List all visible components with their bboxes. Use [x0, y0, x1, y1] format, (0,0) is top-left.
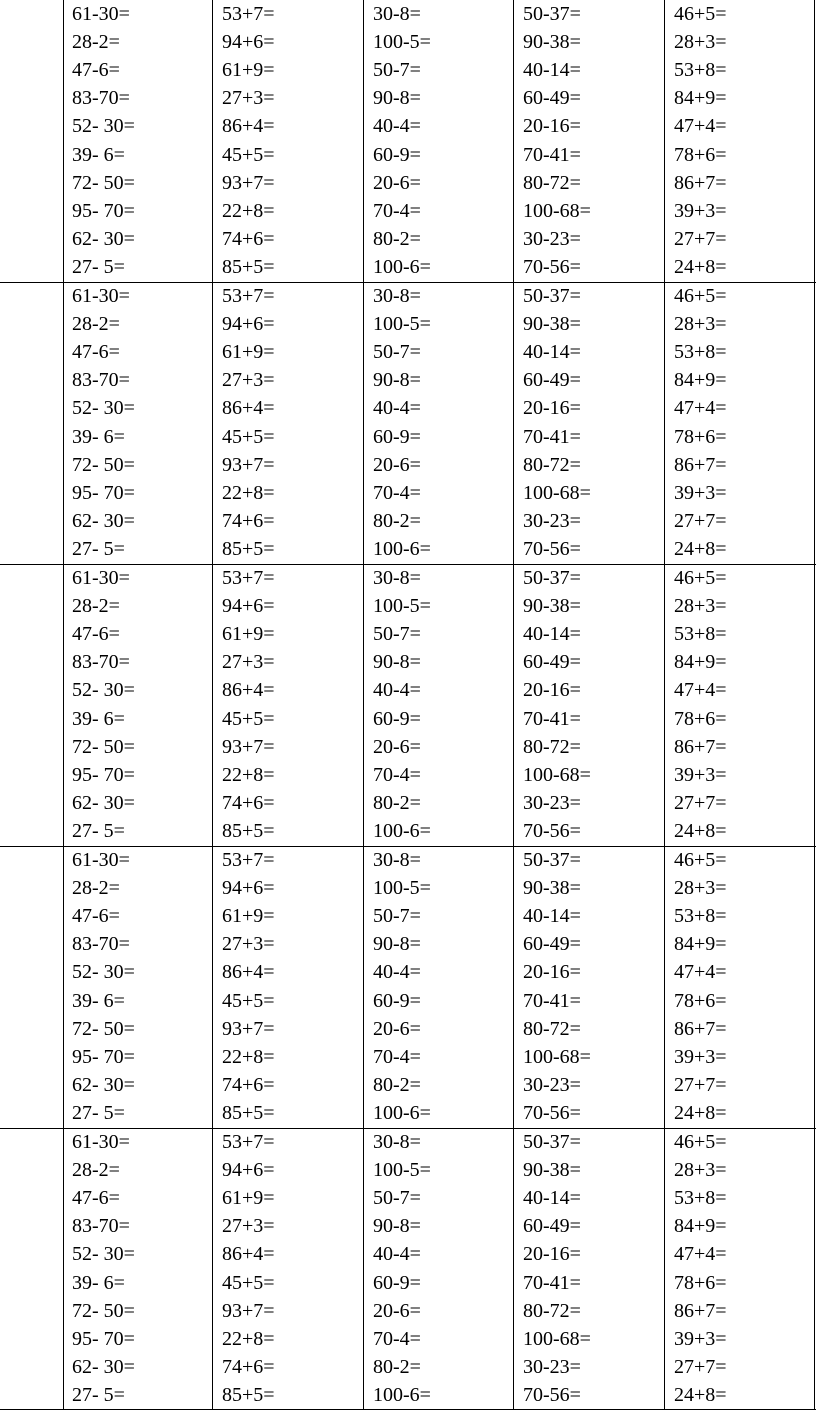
math-problem: 100-68= [523, 1327, 591, 1350]
math-problem: 70-56= [523, 537, 581, 560]
math-problem: 100-68= [523, 1045, 591, 1068]
math-problem: 90-38= [523, 31, 581, 54]
math-problem: 24+8= [674, 255, 727, 278]
math-problem: 22+8= [222, 481, 275, 504]
math-problem: 86+7= [674, 735, 727, 758]
math-problem: 60-9= [373, 425, 421, 448]
math-problem: 40-14= [523, 59, 581, 82]
math-problem: 27+7= [674, 1355, 727, 1378]
math-problem: 62- 30= [72, 1073, 135, 1096]
math-problem: 86+7= [674, 171, 727, 194]
math-problem: 93+7= [222, 453, 275, 476]
math-problem: 39+3= [674, 199, 727, 222]
math-problem: 47-6= [72, 59, 120, 82]
math-problem: 80-2= [373, 791, 421, 814]
math-problem: 24+8= [674, 1101, 727, 1124]
math-problem: 30-23= [523, 791, 581, 814]
math-problem: 20-16= [523, 115, 581, 138]
math-problem: 28-2= [72, 1159, 120, 1182]
math-problem: 53+8= [674, 59, 727, 82]
math-problem: 45+5= [222, 707, 275, 730]
math-problem: 39- 6= [72, 707, 125, 730]
math-problem: 100-68= [523, 763, 591, 786]
math-problem: 80-72= [523, 453, 581, 476]
math-problem: 50-7= [373, 905, 421, 928]
math-problem: 30-8= [373, 567, 421, 589]
math-problem: 27+7= [674, 227, 727, 250]
math-problem: 70-4= [373, 1327, 421, 1350]
exercise-block [0, 282, 816, 564]
math-problem: 22+8= [222, 1045, 275, 1068]
math-problem: 61-30= [72, 849, 130, 871]
math-problem: 90-8= [373, 369, 421, 392]
math-problem: 50-7= [373, 1187, 421, 1210]
math-problem: 93+7= [222, 171, 275, 194]
math-problem: 28-2= [72, 31, 120, 54]
math-problem: 45+5= [222, 425, 275, 448]
math-problem: 86+4= [222, 961, 275, 984]
math-problem: 27+7= [674, 1073, 727, 1096]
math-problem: 30-8= [373, 1131, 421, 1153]
math-problem: 61+9= [222, 59, 275, 82]
math-problem: 80-2= [373, 1073, 421, 1096]
math-problem: 94+6= [222, 31, 275, 54]
math-problem: 45+5= [222, 143, 275, 166]
math-problem: 83-70= [72, 1215, 130, 1238]
math-problem: 40-4= [373, 1243, 421, 1266]
math-problem: 86+4= [222, 1243, 275, 1266]
math-problem: 83-70= [72, 87, 130, 110]
math-problem: 30-8= [373, 849, 421, 871]
math-problem: 47+4= [674, 397, 727, 420]
math-problem: 80-72= [523, 1299, 581, 1322]
math-problem: 90-38= [523, 1159, 581, 1182]
math-problem: 20-16= [523, 397, 581, 420]
math-problem: 40-14= [523, 341, 581, 364]
math-problem: 74+6= [222, 1355, 275, 1378]
math-problem: 30-8= [373, 3, 421, 25]
math-problem: 27- 5= [72, 537, 125, 560]
math-problem: 78+6= [674, 1271, 727, 1294]
math-problem: 24+8= [674, 537, 727, 560]
math-problem: 86+7= [674, 453, 727, 476]
math-problem: 60-49= [523, 369, 581, 392]
math-problem: 94+6= [222, 313, 275, 336]
math-problem: 28+3= [674, 1159, 727, 1182]
math-problem: 86+4= [222, 397, 275, 420]
math-problem: 28+3= [674, 595, 727, 618]
math-problem: 100-6= [373, 1101, 431, 1124]
math-problem: 20-6= [373, 735, 421, 758]
math-problem: 80-72= [523, 171, 581, 194]
math-problem: 95- 70= [72, 763, 135, 786]
math-problem: 46+5= [674, 567, 727, 589]
math-problem: 70-41= [523, 143, 581, 166]
math-problem: 72- 50= [72, 171, 135, 194]
math-problem: 61+9= [222, 341, 275, 364]
math-problem: 46+5= [674, 285, 727, 307]
math-problem: 100-6= [373, 537, 431, 560]
math-problem: 60-9= [373, 1271, 421, 1294]
math-problem: 27- 5= [72, 255, 125, 278]
math-problem: 95- 70= [72, 1327, 135, 1350]
math-problem: 100-5= [373, 595, 431, 618]
math-problem: 60-9= [373, 989, 421, 1012]
math-problem: 90-8= [373, 87, 421, 110]
math-problem: 85+5= [222, 1101, 275, 1124]
math-problem: 84+9= [674, 651, 727, 674]
math-problem: 93+7= [222, 1017, 275, 1040]
math-problem: 46+5= [674, 3, 727, 25]
math-problem: 39- 6= [72, 989, 125, 1012]
math-problem: 39+3= [674, 481, 727, 504]
math-problem: 50-37= [523, 285, 581, 307]
math-problem: 40-4= [373, 679, 421, 702]
math-problem: 70-41= [523, 989, 581, 1012]
math-problem: 40-14= [523, 623, 581, 646]
exercise-block [0, 846, 816, 1128]
math-problem: 27+3= [222, 933, 275, 956]
math-problem: 39- 6= [72, 425, 125, 448]
math-problem: 40-14= [523, 905, 581, 928]
math-problem: 80-72= [523, 1017, 581, 1040]
math-problem: 90-38= [523, 877, 581, 900]
math-problem: 52- 30= [72, 1243, 135, 1266]
math-problem: 28+3= [674, 313, 727, 336]
math-problem: 47-6= [72, 1187, 120, 1210]
math-problem: 84+9= [674, 87, 727, 110]
math-problem: 90-38= [523, 313, 581, 336]
math-problem: 90-38= [523, 595, 581, 618]
math-problem: 72- 50= [72, 1299, 135, 1322]
math-problem: 52- 30= [72, 679, 135, 702]
math-problem: 70-4= [373, 481, 421, 504]
math-problem: 61+9= [222, 623, 275, 646]
math-problem: 39- 6= [72, 143, 125, 166]
math-problem: 50-37= [523, 849, 581, 871]
math-problem: 100-68= [523, 481, 591, 504]
math-problem: 100-6= [373, 1383, 431, 1406]
math-problem: 20-6= [373, 171, 421, 194]
math-problem: 28+3= [674, 877, 727, 900]
exercise-block [0, 1128, 816, 1410]
exercise-block [0, 564, 816, 846]
math-problem: 40-4= [373, 961, 421, 984]
math-problem: 20-6= [373, 453, 421, 476]
math-problem: 52- 30= [72, 961, 135, 984]
math-problem: 50-7= [373, 59, 421, 82]
math-problem: 20-16= [523, 1243, 581, 1266]
math-problem: 74+6= [222, 227, 275, 250]
math-problem: 100-68= [523, 199, 591, 222]
math-problem: 70-56= [523, 1383, 581, 1406]
math-problem: 100-6= [373, 819, 431, 842]
math-problem: 28+3= [674, 31, 727, 54]
math-problem: 39+3= [674, 1045, 727, 1068]
math-problem: 95- 70= [72, 481, 135, 504]
math-problem: 61+9= [222, 905, 275, 928]
math-problem: 28-2= [72, 313, 120, 336]
math-problem: 78+6= [674, 707, 727, 730]
math-problem: 62- 30= [72, 791, 135, 814]
math-problem: 46+5= [674, 849, 727, 871]
math-problem: 61-30= [72, 285, 130, 307]
math-problem: 52- 30= [72, 397, 135, 420]
exercise-block [0, 0, 816, 282]
math-problem: 53+7= [222, 849, 275, 871]
math-problem: 85+5= [222, 255, 275, 278]
math-problem: 70-56= [523, 255, 581, 278]
math-problem: 28-2= [72, 877, 120, 900]
math-problem: 72- 50= [72, 735, 135, 758]
math-problem: 70-41= [523, 1271, 581, 1294]
math-problem: 47+4= [674, 115, 727, 138]
math-problem: 100-5= [373, 877, 431, 900]
math-problem: 22+8= [222, 1327, 275, 1350]
math-problem: 70-4= [373, 763, 421, 786]
math-problem: 22+8= [222, 199, 275, 222]
math-problem: 39- 6= [72, 1271, 125, 1294]
math-problem: 90-8= [373, 1215, 421, 1238]
math-problem: 39+3= [674, 763, 727, 786]
math-problem: 47+4= [674, 679, 727, 702]
math-problem: 83-70= [72, 369, 130, 392]
math-problem: 60-49= [523, 651, 581, 674]
math-problem: 94+6= [222, 595, 275, 618]
math-problem: 61-30= [72, 1131, 130, 1153]
math-problem: 60-9= [373, 143, 421, 166]
math-problem: 93+7= [222, 735, 275, 758]
math-problem: 78+6= [674, 143, 727, 166]
math-problem: 27+3= [222, 651, 275, 674]
math-problem: 70-4= [373, 1045, 421, 1068]
math-problem: 61-30= [72, 3, 130, 25]
math-problem: 20-16= [523, 679, 581, 702]
math-problem: 30-23= [523, 509, 581, 532]
math-problem: 74+6= [222, 509, 275, 532]
math-problem: 40-4= [373, 115, 421, 138]
math-problem: 86+7= [674, 1299, 727, 1322]
math-problem: 80-72= [523, 735, 581, 758]
math-problem: 84+9= [674, 933, 727, 956]
math-problem: 60-49= [523, 933, 581, 956]
math-problem: 93+7= [222, 1299, 275, 1322]
math-problem: 53+8= [674, 905, 727, 928]
math-problem: 39+3= [674, 1327, 727, 1350]
math-problem: 50-7= [373, 623, 421, 646]
math-problem: 70-41= [523, 707, 581, 730]
math-problem: 40-14= [523, 1187, 581, 1210]
math-problem: 60-49= [523, 1215, 581, 1238]
math-problem: 60-9= [373, 707, 421, 730]
math-problem: 53+8= [674, 623, 727, 646]
math-problem: 85+5= [222, 537, 275, 560]
math-problem: 53+8= [674, 341, 727, 364]
math-problem: 84+9= [674, 1215, 727, 1238]
math-problem: 70-56= [523, 1101, 581, 1124]
math-problem: 24+8= [674, 1383, 727, 1406]
math-problem: 53+7= [222, 285, 275, 307]
math-problem: 80-2= [373, 1355, 421, 1378]
math-problem: 20-16= [523, 961, 581, 984]
math-problem: 80-2= [373, 227, 421, 250]
math-problem: 40-4= [373, 397, 421, 420]
math-problem: 62- 30= [72, 1355, 135, 1378]
math-problem: 95- 70= [72, 1045, 135, 1068]
math-problem: 50-37= [523, 567, 581, 589]
math-problem: 78+6= [674, 425, 727, 448]
math-problem: 86+4= [222, 115, 275, 138]
math-problem: 52- 30= [72, 115, 135, 138]
math-problem: 45+5= [222, 989, 275, 1012]
math-problem: 30-23= [523, 227, 581, 250]
math-problem: 90-8= [373, 933, 421, 956]
math-problem: 72- 50= [72, 453, 135, 476]
math-problem: 84+9= [674, 369, 727, 392]
math-problem: 53+7= [222, 1131, 275, 1153]
math-problem: 27+3= [222, 87, 275, 110]
math-problem: 60-49= [523, 87, 581, 110]
math-problem: 74+6= [222, 791, 275, 814]
math-problem: 27+3= [222, 1215, 275, 1238]
math-problem: 53+7= [222, 3, 275, 25]
math-problem: 53+7= [222, 567, 275, 589]
math-problem: 20-6= [373, 1017, 421, 1040]
math-problem: 27- 5= [72, 819, 125, 842]
math-problem: 47-6= [72, 905, 120, 928]
math-problem: 61-30= [72, 567, 130, 589]
math-problem: 47-6= [72, 341, 120, 364]
math-problem: 83-70= [72, 933, 130, 956]
math-problem: 47-6= [72, 623, 120, 646]
math-problem: 62- 30= [72, 509, 135, 532]
math-problem: 94+6= [222, 1159, 275, 1182]
math-problem: 78+6= [674, 989, 727, 1012]
math-problem: 50-7= [373, 341, 421, 364]
math-problem: 45+5= [222, 1271, 275, 1294]
math-problem: 30-23= [523, 1073, 581, 1096]
math-problem: 80-2= [373, 509, 421, 532]
math-problem: 95- 70= [72, 199, 135, 222]
math-problem: 61+9= [222, 1187, 275, 1210]
math-problem: 20-6= [373, 1299, 421, 1322]
math-problem: 30-8= [373, 285, 421, 307]
math-problem: 100-5= [373, 1159, 431, 1182]
math-problem: 30-23= [523, 1355, 581, 1378]
math-problem: 27+3= [222, 369, 275, 392]
math-problem: 50-37= [523, 3, 581, 25]
math-problem: 27+7= [674, 509, 727, 532]
math-problem: 94+6= [222, 877, 275, 900]
math-problem: 62- 30= [72, 227, 135, 250]
math-problem: 74+6= [222, 1073, 275, 1096]
math-problem: 47+4= [674, 961, 727, 984]
math-problem: 70-56= [523, 819, 581, 842]
math-problem: 24+8= [674, 819, 727, 842]
math-problem: 85+5= [222, 819, 275, 842]
math-problem: 70-41= [523, 425, 581, 448]
math-problem: 85+5= [222, 1383, 275, 1406]
math-problem: 86+4= [222, 679, 275, 702]
math-problem: 86+7= [674, 1017, 727, 1040]
math-problem: 46+5= [674, 1131, 727, 1153]
math-problem: 28-2= [72, 595, 120, 618]
math-problem: 90-8= [373, 651, 421, 674]
math-problem: 100-5= [373, 313, 431, 336]
math-problem: 27- 5= [72, 1383, 125, 1406]
math-problem: 83-70= [72, 651, 130, 674]
math-problem: 50-37= [523, 1131, 581, 1153]
math-problem: 27- 5= [72, 1101, 125, 1124]
math-problem: 53+8= [674, 1187, 727, 1210]
math-problem: 70-4= [373, 199, 421, 222]
math-problem: 100-5= [373, 31, 431, 54]
math-problem: 72- 50= [72, 1017, 135, 1040]
math-problem: 47+4= [674, 1243, 727, 1266]
math-problem: 22+8= [222, 763, 275, 786]
math-problem: 100-6= [373, 255, 431, 278]
math-problem: 27+7= [674, 791, 727, 814]
